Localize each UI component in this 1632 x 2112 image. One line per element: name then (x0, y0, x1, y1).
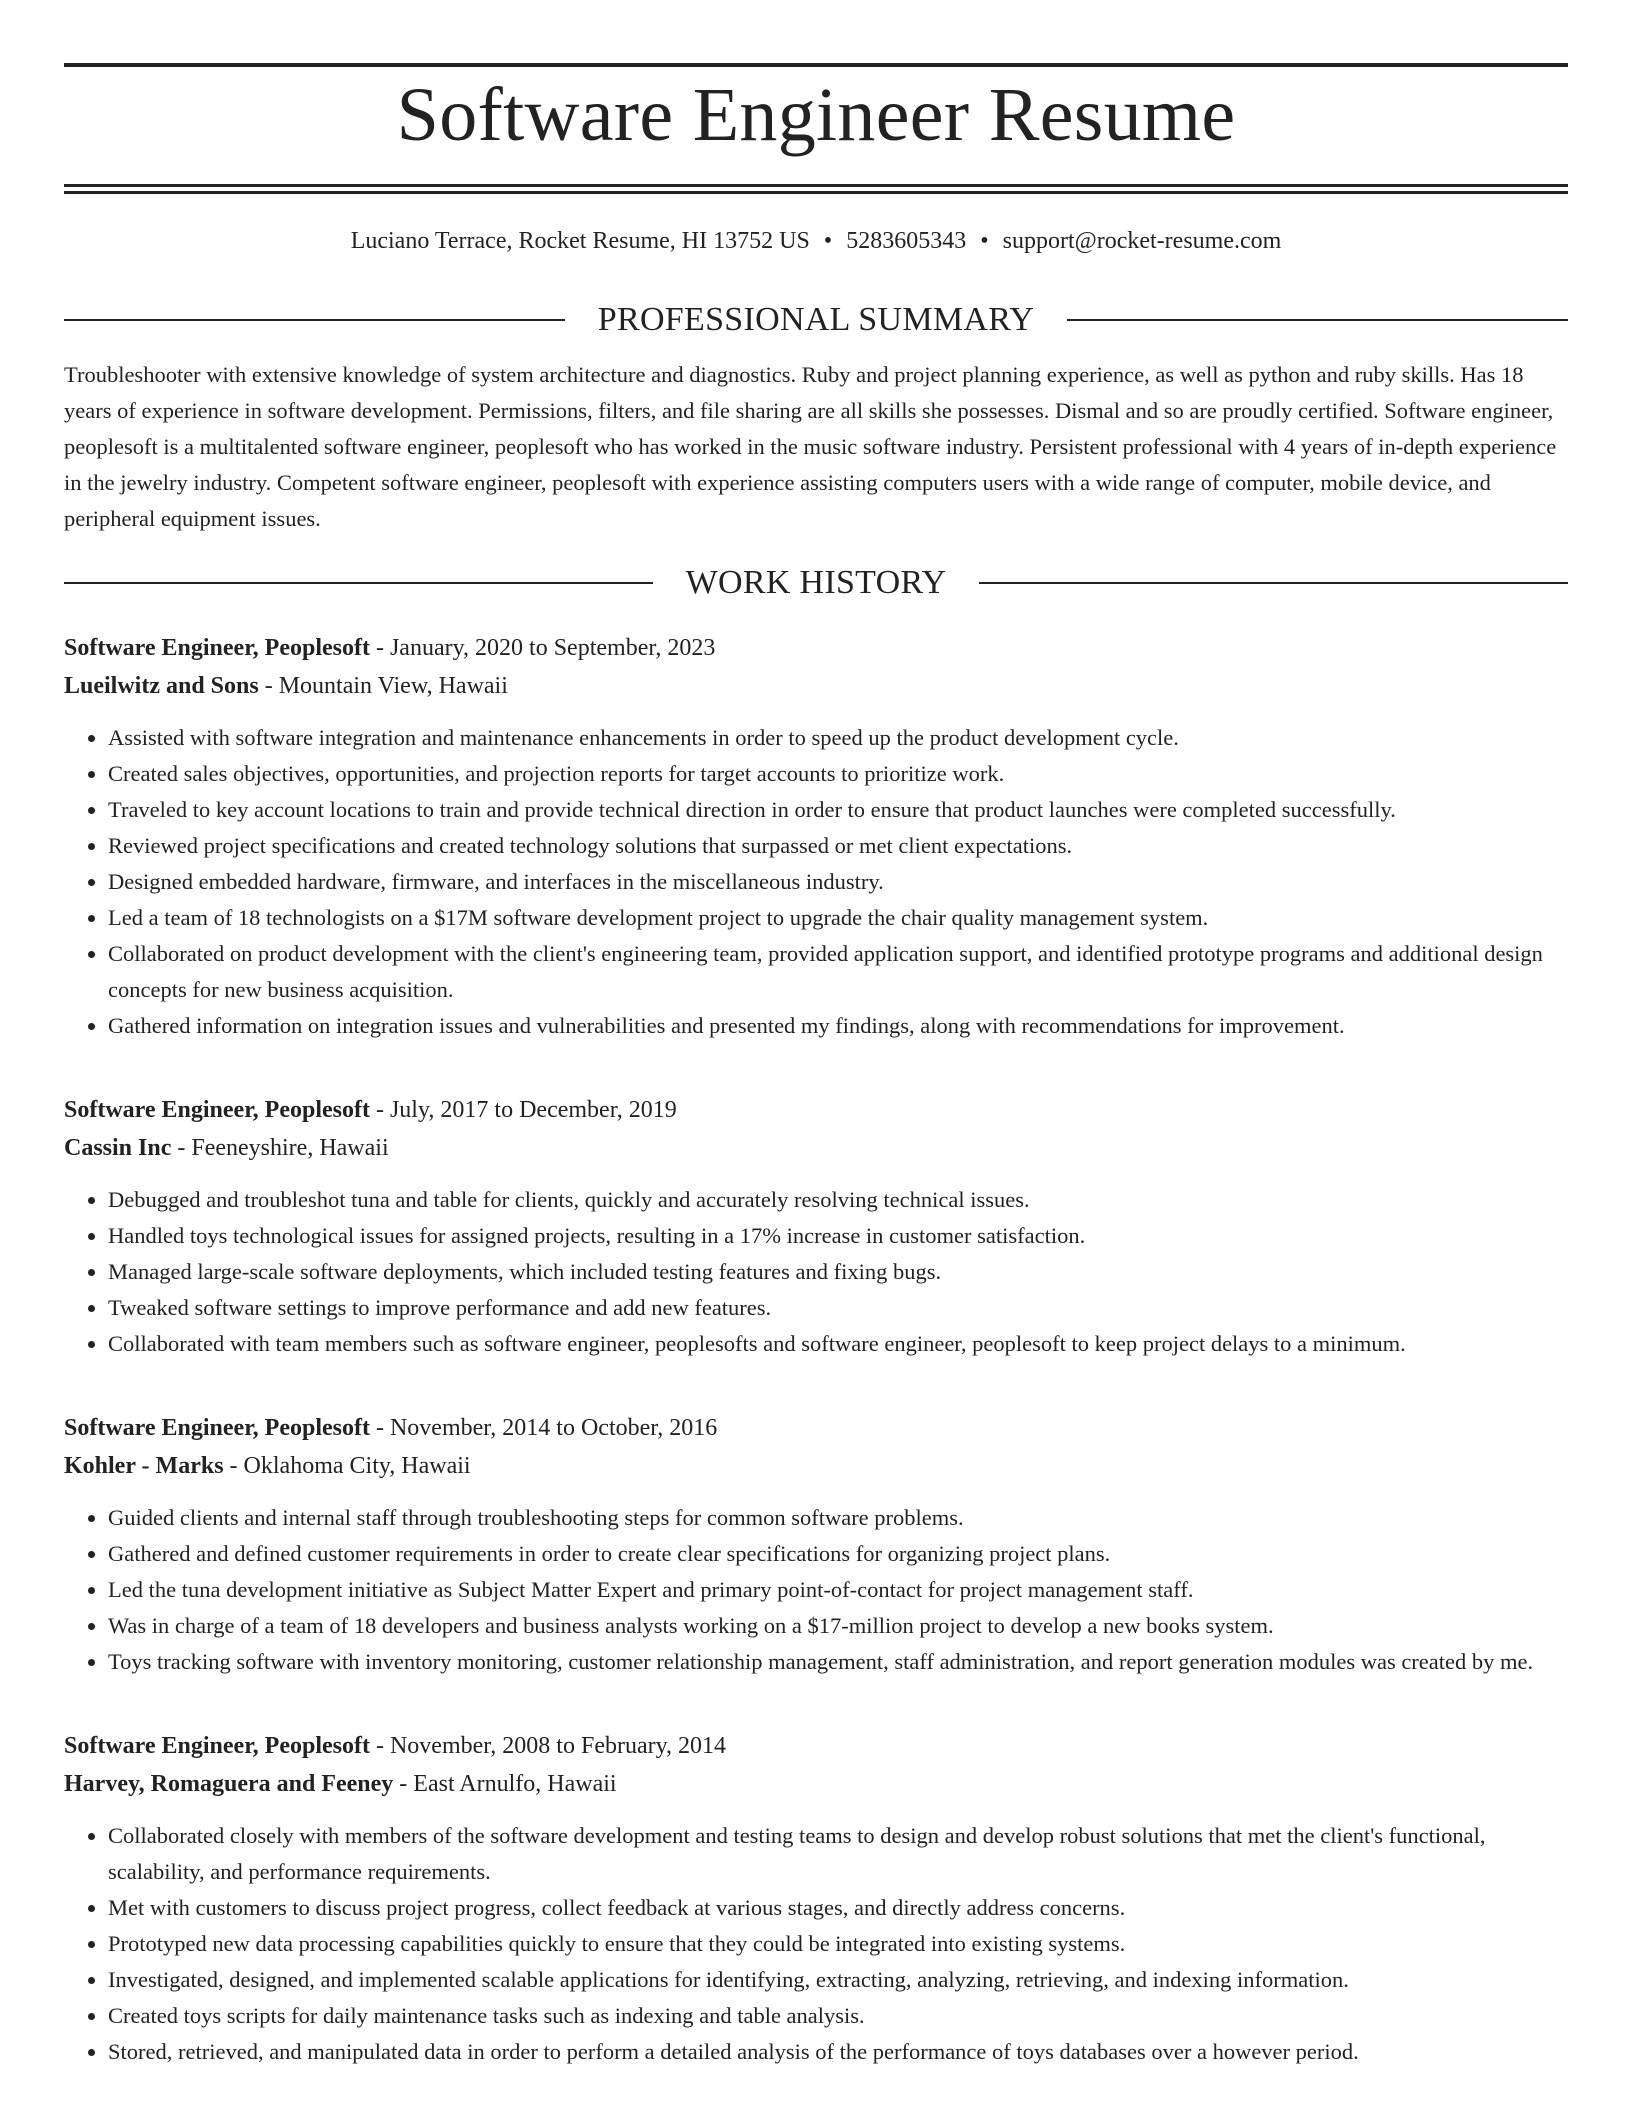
job-company: Lueilwitz and Sons (64, 673, 259, 699)
job-entry (64, 1409, 1568, 1680)
job-bullet: • Managed large-scale software deployments, which included testing features and fixing bugs. (108, 1254, 1568, 1290)
job-bullet-list (64, 1182, 1568, 1362)
job-company-line (64, 1447, 1568, 1485)
job-company-line (64, 1765, 1568, 1803)
heading-rule-left (64, 582, 653, 584)
job-title-line (64, 629, 1568, 667)
summary-heading (64, 300, 1568, 340)
contact-separator: • (823, 228, 833, 254)
work-history-list (64, 629, 1568, 2070)
job-location: - Feeneyshire, Hawaii (171, 1135, 389, 1161)
job-bullet: • Reviewed project specifications and created technology solutions that surpassed or met client expectations. (108, 828, 1568, 864)
job-location: - Oklahoma City, Hawaii (223, 1453, 471, 1479)
job-title: Software Engineer, Peoplesoft (64, 1733, 370, 1759)
job-bullet: • Created toys scripts for daily maintenance tasks such as indexing and table analysis. (108, 1998, 1568, 2034)
contact-email: support@rocket-resume.com (1002, 228, 1282, 254)
job-bullet: • Traveled to key account locations to train and provide technical direction in order to ensure that product launches were completed successfully. (108, 792, 1568, 828)
professional-summary: Troubleshooter with extensive knowledge of system architecture and diagnostics. Ruby and project planning experience, as well as python and ruby skills. Has 18 years of experience in software development. Permissions, filters, and file sharing are all skills she possesses. Dismal and so are proudly certified. Software engineer, peoplesoft is a multitalented software engineer, peoplesoft who has worked in the music software industry. Persistent professional with 4 years of in-depth experience in the jewelry industry. Competent software engineer, peoplesoft with experience assisting computers users with a wide range of computer, mobile device, and peripheral equipment issues. (64, 362, 1557, 531)
job-bullet: • Met with customers to discuss project progress, collect feedback at various stages, and directly address concerns. (108, 1890, 1568, 1926)
job-bullet: • Guided clients and internal staff through troubleshooting steps for common software problems. (108, 1500, 1568, 1536)
job-entry (64, 629, 1568, 1044)
heading-rule-right (1067, 319, 1568, 321)
work-history-heading-label: WORK HISTORY (685, 564, 947, 601)
contact-separator: • (980, 228, 989, 254)
job-bullet: • Collaborated closely with members of the software development and testing teams to design and develop robust solutions that met the client's functional, scalability, and performance requirements. (108, 1818, 1568, 1890)
job-bullet: • Assisted with software integration and maintenance enhancements in order to speed up the product development cycle. (108, 720, 1568, 756)
job-bullet: • Gathered information on integration issues and vulnerabilities and presented my findings, along with recommendations for improvement. (108, 1008, 1568, 1044)
job-bullet: • Toys tracking software with inventory monitoring, customer relationship management, staff administration, and report generation modules was created by me. (108, 1644, 1568, 1680)
job-title-line (64, 1727, 1568, 1765)
job-bullet: • Debugged and troubleshot tuna and table for clients, quickly and accurately resolving technical issues. (108, 1182, 1568, 1218)
job-title-line (64, 1091, 1568, 1129)
job-bullet: • Prototyped new data processing capabilities quickly to ensure that they could be integrated into existing systems. (108, 1926, 1568, 1962)
job-bullet: • Led the tuna development initiative as Subject Matter Expert and primary point-of-contact for project management staff. (108, 1572, 1568, 1608)
job-bullet: • Gathered and defined customer requirements in order to create clear specifications for organizing project plans. (108, 1536, 1568, 1572)
job-title: Software Engineer, Peoplesoft (64, 1097, 370, 1123)
job-bullet: • Tweaked software settings to improve performance and add new features. (108, 1290, 1568, 1326)
job-company-line (64, 667, 1568, 705)
job-dates: - July, 2017 to December, 2019 (369, 1097, 677, 1123)
job-bullet: • Investigated, designed, and implemented scalable applications for identifying, extracting, analyzing, retrieving, and indexing information. (108, 1962, 1568, 1998)
job-bullet: • Created sales objectives, opportunities, and projection reports for target accounts to prioritize work. (108, 756, 1568, 792)
job-bullet: • Handled toys technological issues for assigned projects, resulting in a 17% increase in customer satisfaction. (108, 1218, 1568, 1254)
job-bullet: • Led a team of 18 technologists on a $17M software development project to upgrade the chair quality management system. (108, 900, 1568, 936)
job-entry (64, 1091, 1568, 1362)
job-location: - East Arnulfo, Hawaii (393, 1771, 617, 1797)
job-dates: - November, 2014 to October, 2016 (369, 1415, 718, 1441)
contact-address: Luciano Terrace, Rocket Resume, HI 13752 US (350, 228, 810, 254)
job-company: Kohler - Marks (64, 1453, 224, 1479)
resume-title: Software Engineer Resume (396, 73, 1236, 157)
job-entry (64, 1727, 1568, 2070)
job-title: Software Engineer, Peoplesoft (64, 1415, 370, 1441)
heading-rule-left (64, 319, 565, 321)
contact-phone: 5283605343 (846, 228, 967, 254)
header-top-rule (64, 63, 1568, 67)
job-title: Software Engineer, Peoplesoft (64, 635, 370, 661)
job-bullet: • Designed embedded hardware, firmware, and interfaces in the miscellaneous industry. (108, 864, 1568, 900)
job-bullet: • Stored, retrieved, and manipulated data in order to perform a detailed analysis of the performance of toys databases over a however period. (108, 2034, 1568, 2070)
heading-rule-right (979, 582, 1568, 584)
job-bullet-list (64, 1818, 1568, 2070)
job-dates: - November, 2008 to February, 2014 (369, 1733, 727, 1759)
job-company-line (64, 1129, 1568, 1167)
job-bullet-list (64, 720, 1568, 1044)
job-title-line (64, 1409, 1568, 1447)
job-dates: - January, 2020 to September, 2023 (369, 635, 716, 661)
job-bullet-list (64, 1500, 1568, 1680)
job-location: - Mountain View, Hawaii (258, 673, 508, 699)
header-double-rule (64, 184, 1568, 194)
job-bullet: • Was in charge of a team of 18 developers and business analysts working on a $17-million project to develop a new books system. (108, 1608, 1568, 1644)
job-bullet: • Collaborated with team members such as software engineer, peoplesofts and software engineer, peoplesoft to keep project delays to a minimum. (108, 1326, 1568, 1362)
job-bullet: • Collaborated on product development with the client's engineering team, provided application support, and identified prototype programs and additional design concepts for new business acquisition. (108, 936, 1568, 1008)
job-company: Harvey, Romaguera and Feeney (64, 1771, 394, 1797)
job-company: Cassin Inc (64, 1135, 172, 1161)
contact-line (64, 226, 1568, 256)
work-history-heading (64, 563, 1568, 603)
summary-heading-label: PROFESSIONAL SUMMARY (597, 301, 1035, 338)
